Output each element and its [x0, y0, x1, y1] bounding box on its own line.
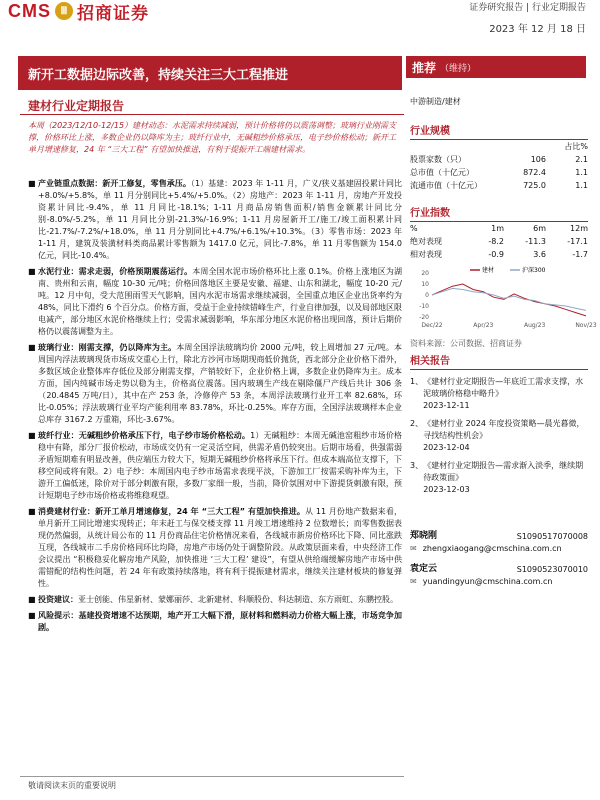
report-title: 新开工数据边际改善，持续关注三大工程推进: [18, 56, 402, 90]
section-body: 1）无碱粗纱：本周无碱池窑粗纱市场价格稳中有降，部分厂报价松动，市场成交仍有一定灵活空间，供需矛盾仍较突出。后期市场看，供强需弱矛盾短期难有明显改善，供应端压力较大下，短期无碱粗纱价格将承压下行。但成本端高位支撑下，下移空间或将有限。2）电子纱：本周国内电子纱市场需求表现平淡，下游加工厂按需采购补库为主，下游开工偏低迷，除价对于部分刺激有限，多数厂家细一般，当前，降价氛围对中下游提货刺激有限，预计短期电子纱市场价格或将维稳观望。: [38, 431, 402, 500]
legend-label: 沪深300: [522, 267, 546, 274]
header-meta: [469, 0, 586, 35]
y-tick-label: 10: [421, 281, 429, 288]
related-date: 2023-12-04: [423, 443, 470, 452]
analyst-name: 郑晓刚: [410, 531, 438, 541]
scale-pct: 1.1: [575, 181, 588, 190]
logo-badge-icon: Ⅲ: [55, 2, 73, 20]
section-head: 投资建议：: [38, 595, 78, 604]
perf-col: 12m: [570, 224, 588, 233]
scale-row: [410, 153, 588, 166]
rating-bar: [406, 56, 586, 78]
scale-name: 股票家数（只）: [410, 155, 466, 164]
analyst: [410, 530, 588, 555]
section-risk: [28, 610, 402, 634]
scale-pct: 1.1: [575, 168, 588, 177]
section-consumer: [28, 506, 402, 590]
analyst-cert: S1090523070010: [516, 565, 588, 574]
related-panel: [410, 352, 588, 502]
perf-value: -0.9: [488, 250, 504, 259]
section-head: 消费建材行业：新开工单月增速修复，24 年 “三大工程” 有望加快推进。: [38, 507, 306, 516]
analyst-email[interactable]: ✉ yuandingyun@cmschina.com.cn: [410, 576, 588, 588]
brand-logo: [8, 0, 149, 22]
logo-cn-text: 招商证券: [77, 3, 149, 24]
analyst-name: 袁定云: [410, 564, 438, 574]
perf-col: 1m: [491, 224, 504, 233]
y-tick-label: -20: [419, 314, 429, 321]
rating-sub: （维持）: [440, 63, 477, 74]
y-tick-label: 20: [421, 270, 429, 277]
rating-label: 推荐: [412, 60, 437, 75]
perf-head: 行业指数: [410, 204, 588, 222]
scale-value: 725.0: [523, 181, 546, 190]
section-head: 玻纤行业：无碱粗纱价格承压下行，电子纱市场价格松动。: [38, 431, 251, 440]
series-line-1: [432, 288, 586, 310]
section-head: 风险提示：基建投资增速不达预期，地产开工大幅下滑，原材料和燃料动力价格大幅上涨，市场竞争加剧。: [38, 611, 402, 632]
footer-note: 敬请阅读末页的重要说明: [28, 781, 116, 790]
perf-name: 相对表现: [410, 250, 442, 259]
x-tick-label: Aug/23: [523, 322, 546, 329]
x-tick-label: Nov/23: [575, 322, 597, 329]
scale-panel: [410, 122, 588, 192]
section-glass: [28, 342, 402, 426]
perf-value: -8.2: [488, 237, 504, 246]
scale-unit: 占比%: [564, 142, 588, 151]
analyst: [410, 563, 588, 588]
divider: [20, 114, 404, 115]
related-num: 2、: [410, 419, 424, 428]
y-tick-label: -10: [419, 303, 429, 310]
related-item[interactable]: [410, 418, 588, 454]
perf-value: 3.6: [533, 250, 546, 259]
section-body: 亚士创能、伟星新材、蒙娜丽莎、北新建材、科顺股份、科达制造、东方雨虹、东鹏控股。: [78, 595, 398, 604]
logo-cms-text: CMS: [8, 0, 51, 21]
perf-row: [410, 248, 588, 261]
section-body: （1）基建：2023 年 1-11 月，广义/狭义基建固投累计同比+8.0%/+5.8%，单 11 月分别同比+5.4%/+5.0%。（2）房地产：2023 年 1-11 月，房地产开发投资累计同比-9.4%，单 11 月同比-18.1%；1-11 月商品房销售面积/销售金额累计同比分别-8.0%/-5.2%，单 11 月同比分别-21.3%/-16.9%；1-11 月房屋新开工/施工/竣工面积累计同比-21.7%/-7.2%/+18.0%，单 11 月分别同比+4.7%/+6.1%/+10.3%。（3）零售市场：2023 年 1-11 月，建筑及装潢材料类商品累计零售额为 1417.0 亿元，同比-7.8%，单 11 月零售额为 154.0 亿元，同比-10.4%。: [38, 179, 403, 260]
scale-value: 106: [530, 155, 546, 164]
scale-row: [410, 179, 588, 192]
analyst-panel: [410, 530, 588, 588]
perf-value: -1.7: [572, 250, 588, 259]
perf-col: %: [410, 224, 418, 233]
report-subtitle: 建材行业定期报告: [28, 99, 125, 113]
scale-pct: 2.1: [575, 155, 588, 164]
report-type: 证券研究报告 | 行业定期报告: [469, 3, 586, 13]
related-date: 2023-12-11: [423, 401, 470, 410]
section-cement: [28, 266, 402, 338]
related-date: 2023-12-03: [423, 485, 470, 494]
related-title: 《建材行业定期报告—年底近工需求支撑，水泥玻璃价格稳中略升》: [423, 377, 584, 398]
perf-panel: [410, 204, 588, 261]
analyst-email[interactable]: ✉ zhengxiaogang@cmschina.com.cn: [410, 543, 588, 555]
perf-name: 绝对表现: [410, 237, 442, 246]
perf-row: [410, 235, 588, 248]
perf-header-row: [410, 222, 588, 235]
x-tick-label: Dec/22: [421, 322, 443, 329]
section-body: 从 11 月份地产数据来看，单月新开工同比增速实现转正；年末赶工与保交楼支撑 11 月竣工增速维持 2 位数增长；而零售数据表现仍然偏弱，从统计局公布的 11 月份商品住宅价格情况来看，各线城市新房价格环比下降、同比涨跌互现，各线城市二手房价格同环比均降，房地产市场仍处于调整阶段。从政策层面来看，中央经济工作会议提出 “积极稳妥化解房地产风险，加快推进 ‘三大工程’ 建设”，有望从供给端缓解房地产市场中供需错配的结构性问题，若 24 年有政策持续落地，将有利于提振建材需求，继续关注建材板块的修复弹性。: [38, 507, 402, 588]
related-num: 1、: [410, 377, 424, 386]
section-fiberglass: [28, 430, 402, 502]
related-num: 3、: [410, 461, 424, 470]
section-advice: [28, 594, 402, 606]
footer-divider: [20, 776, 404, 777]
scale-head: 行业规模: [410, 122, 588, 140]
section-body: 本周全国水泥市场价格环比上涨 0.1%。价格上涨地区为湖南、贵州和云南，幅度 10-30 元/吨；价格回落地区主要是安徽、福建、山东和湖北，幅度 10-20 元/吨。12 月中旬，受大范围雨雪天气影响，国内水泥市场需求继续减弱，全国重点地区企业出货率约为 48%，同比下滑约 6 个百分点。价格方面，受益于企业持续错峰生产，行业自律加强，以及局部地区限电减产，部分地区水泥价格继续上行；受需求减弱影响，华东部分地区水泥价格出现回落，预计后期价格仍以震荡调整为主。: [38, 267, 402, 336]
analyst-cert: S1090517070008: [516, 532, 588, 541]
related-head: 相关报告: [410, 352, 588, 370]
scale-value: 872.4: [523, 168, 546, 177]
section-chain: [28, 178, 402, 262]
perf-value: -11.3: [525, 237, 546, 246]
related-title: 《建材行业 2024 年度投资策略—晨光暮微，寻找结构性机会》: [423, 419, 585, 440]
x-tick-label: Apr/23: [473, 322, 494, 329]
related-item[interactable]: [410, 460, 588, 496]
index-chart: [410, 265, 597, 330]
related-title: 《建材行业定期报告—需求渐入淡季，继续期待政策面》: [423, 461, 584, 482]
scale-unit-row: [410, 140, 588, 153]
scale-name: 总市值（十亿元）: [410, 168, 474, 177]
section-head: 水泥行业：需求走弱，价格预期震荡运行。: [38, 267, 193, 276]
related-item[interactable]: [410, 376, 588, 412]
section-list: [28, 178, 402, 638]
perf-value: -17.1: [567, 237, 588, 246]
intro-summary: 本周（2023/12/10-12/15）建材动态：水泥需求持续减弱，预计价格将仍以震荡调整；玻璃行业刚需支撑，价格环比上涨，多数企业仍以降库为主；玻纤行业中，无碱粗纱价格承压，电子纱价格松动；新开工单月增速修复，24 年 “三大工程” 有望加快推进，有利于提振开工端建材需求。: [28, 121, 397, 154]
section-head: 玻璃行业：刚需支撑，仍以降库为主。: [38, 343, 177, 352]
section-body: 本周全国浮法玻璃均价 2000 元/吨，较上周增加 27 元/吨。本周国内浮法玻璃现货市场成交重心上行，除北方沙河市场期现商低价抛货，西北部分企业价格下滑外，多数区域企业整体库存低位及部分刚需支撑，产销较好下，企业价格上调，多数企业仍降库为主。成本方面，国内纯碱市场走势以稳为主，价格高位震荡。国内玻璃生产线在剔除僵尸产线后共计 306 条（20.4845 万吨/日），其中在产 253 条，冷修停产 53 条，本周浮法玻璃行业开工率 82.68%，环比-0.05%；浮法玻璃行业平均产能利用率 83.78%，环比-0.25%。库存方面，全国浮法玻璃样本企业总库存 3167.2 万重箱，环比-3.67%。: [38, 343, 402, 424]
y-tick-label: 0: [425, 292, 429, 299]
scale-row: [410, 166, 588, 179]
chart-source: 资料来源：公司数据、招商证券: [410, 339, 522, 348]
section-head: 产业链重点数据：新开工修复，零售承压。: [38, 179, 191, 188]
legend-label: 建材: [482, 267, 495, 274]
perf-col: 6m: [533, 224, 546, 233]
report-date: 2023 年 12 月 18 日: [489, 24, 586, 35]
scale-name: 流通市值（十亿元）: [410, 181, 482, 190]
industry-tag: 中游制造/建材: [410, 97, 461, 106]
